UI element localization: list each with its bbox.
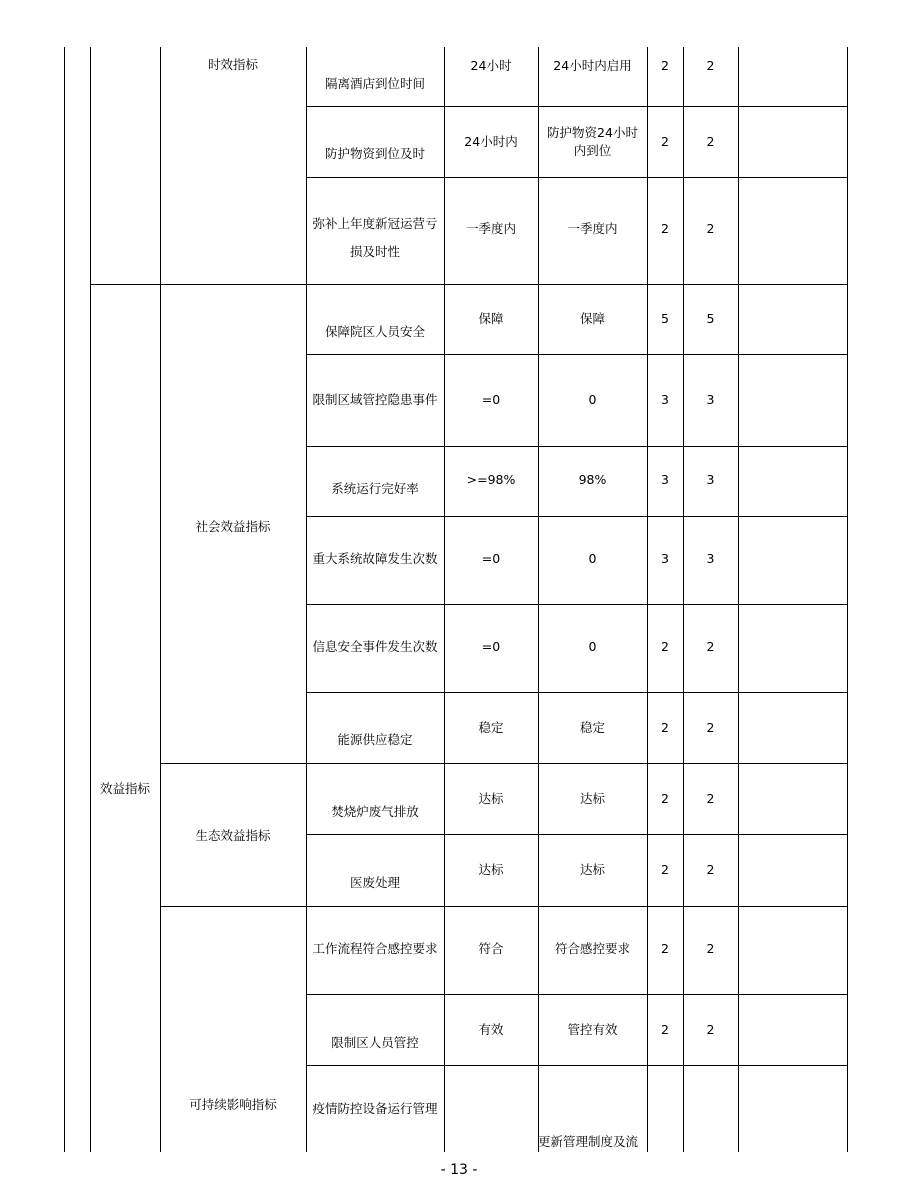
level2-ecological-benefit: 生态效益指标 <box>195 828 271 843</box>
row-divider <box>306 516 847 517</box>
indicator-name: 重大系统故障发生次数 <box>312 551 438 566</box>
actual-value: 98% <box>578 472 607 487</box>
actual-value: 0 <box>588 639 597 654</box>
actual-value: 更新管理制度及流 <box>538 1134 639 1149</box>
row-divider <box>306 354 847 355</box>
indicator-name: 信息安全事件发生次数 <box>312 639 438 654</box>
weight-value: 2 <box>661 134 669 149</box>
target-value: 有效 <box>478 1022 504 1037</box>
row-divider <box>160 906 847 907</box>
level2-social-benefit: 社会效益指标 <box>195 519 271 534</box>
score-value: 3 <box>706 551 715 566</box>
weight-value: 2 <box>661 862 669 877</box>
table-border-left-outer <box>64 47 65 1152</box>
indicator-name: 防护物资到位及时 <box>324 146 425 161</box>
row-divider <box>306 834 847 835</box>
column-divider <box>683 47 684 1152</box>
row-divider <box>306 604 847 605</box>
column-divider <box>160 47 161 1152</box>
target-value: =0 <box>481 392 501 407</box>
level2-sustainable-impact: 可持续影响指标 <box>189 1097 277 1112</box>
score-value: 2 <box>706 791 715 806</box>
actual-value: 达标 <box>579 791 605 806</box>
actual-value: 一季度内 <box>567 221 618 236</box>
actual-value: 24小时内启用 <box>553 58 632 73</box>
row-divider <box>306 106 847 107</box>
target-value: 24小时 <box>470 58 512 73</box>
indicator-name: 弥补上年度新冠运营亏损及时性 <box>312 216 438 259</box>
target-value: 24小时内 <box>464 134 518 149</box>
target-value: =0 <box>481 551 501 566</box>
table-border-right <box>847 47 848 1152</box>
row-divider <box>306 692 847 693</box>
score-value: 2 <box>706 1022 715 1037</box>
target-value: 符合 <box>478 941 504 956</box>
score-value: 2 <box>706 720 715 735</box>
indicator-name: 焚烧炉废气排放 <box>331 804 419 819</box>
target-value: 稳定 <box>478 720 504 735</box>
actual-value: 管控有效 <box>567 1022 618 1037</box>
weight-value: 3 <box>661 551 669 566</box>
indicator-name: 保障院区人员安全 <box>324 324 425 339</box>
column-divider <box>738 47 739 1152</box>
score-value: 2 <box>706 58 715 73</box>
row-divider <box>160 763 847 764</box>
row-divider <box>306 994 847 995</box>
column-divider <box>444 47 445 1152</box>
weight-value: 2 <box>661 221 669 236</box>
weight-value: 3 <box>661 472 669 487</box>
level2-timeliness: 时效指标 <box>207 57 258 72</box>
target-value: >=98% <box>466 472 516 487</box>
indicator-name: 疫情防控设备运行管理 <box>312 1101 438 1116</box>
score-value: 2 <box>706 862 715 877</box>
weight-value: 2 <box>661 1022 669 1037</box>
target-value: 达标 <box>478 791 504 806</box>
score-value: 3 <box>706 472 715 487</box>
score-value: 3 <box>706 392 715 407</box>
actual-value: 稳定 <box>579 720 605 735</box>
column-divider <box>647 47 648 1152</box>
table-border-left-inner <box>90 47 91 1152</box>
weight-value: 3 <box>661 392 669 407</box>
row-divider <box>306 1065 847 1066</box>
page-number: - 13 - <box>440 1162 478 1178</box>
row-divider <box>306 177 847 178</box>
target-value: 达标 <box>478 862 504 877</box>
indicator-name: 隔离酒店到位时间 <box>324 76 425 91</box>
score-value: 2 <box>706 221 715 236</box>
target-value: =0 <box>481 639 501 654</box>
score-value: 2 <box>706 639 715 654</box>
target-value: 保障 <box>478 311 504 326</box>
actual-value: 符合感控要求 <box>554 941 630 956</box>
column-divider <box>306 47 307 1152</box>
indicator-name: 医废处理 <box>349 875 400 890</box>
indicator-name: 系统运行完好率 <box>331 481 419 496</box>
score-value: 5 <box>706 311 715 326</box>
row-divider <box>306 446 847 447</box>
row-divider <box>90 284 847 285</box>
level1-benefit: 效益指标 <box>99 781 150 796</box>
indicator-name: 限制区域管控隐患事件 <box>312 392 438 407</box>
indicator-name: 工作流程符合感控要求 <box>312 941 438 956</box>
target-value: 一季度内 <box>465 221 516 236</box>
actual-value: 达标 <box>579 862 605 877</box>
weight-value: 2 <box>661 941 669 956</box>
score-value: 2 <box>706 941 715 956</box>
weight-value: 5 <box>661 311 669 326</box>
weight-value: 2 <box>661 639 669 654</box>
weight-value: 2 <box>661 720 669 735</box>
indicator-name: 能源供应稳定 <box>337 732 413 747</box>
weight-value: 2 <box>661 58 669 73</box>
actual-value: 0 <box>588 392 597 407</box>
column-divider <box>538 47 539 1152</box>
actual-value: 0 <box>588 551 597 566</box>
weight-value: 2 <box>661 791 669 806</box>
indicator-name: 限制区人员管控 <box>331 1035 419 1050</box>
actual-value: 保障 <box>579 311 605 326</box>
score-value: 2 <box>706 134 715 149</box>
actual-value: 防护物资24小时内到位 <box>547 125 638 158</box>
